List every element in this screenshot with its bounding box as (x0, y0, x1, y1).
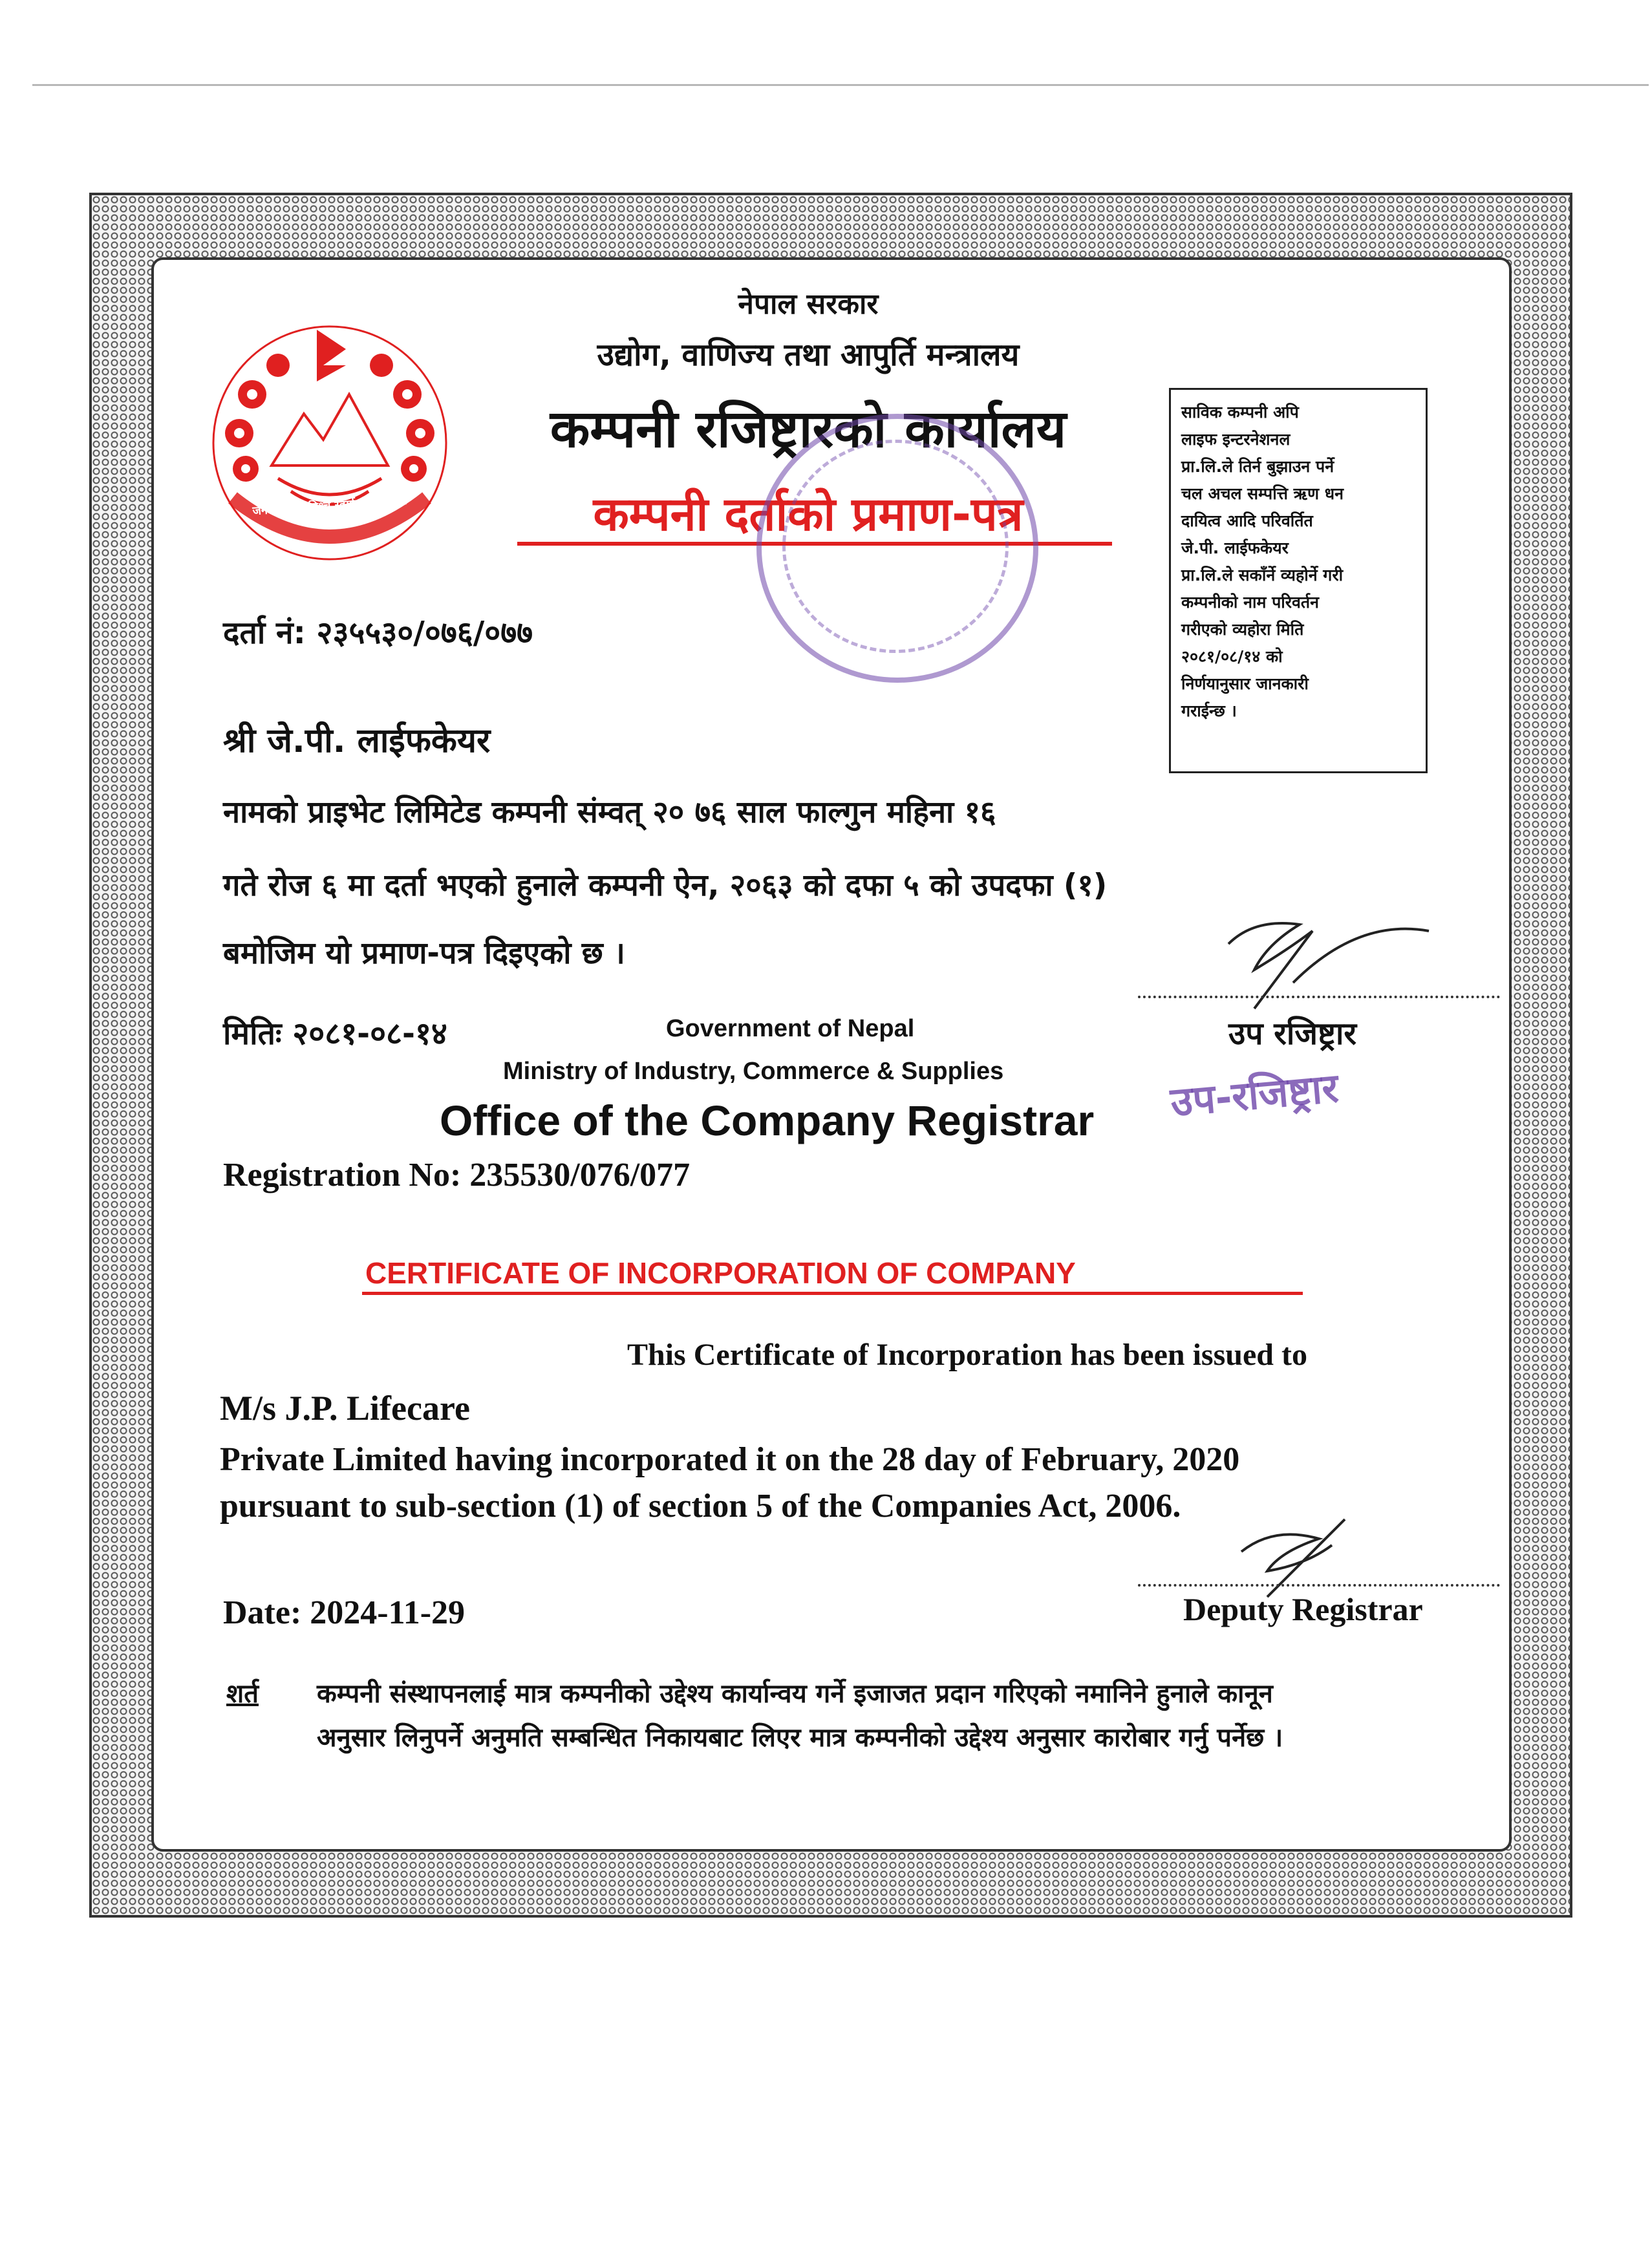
note-line: २०८१/०८/१४ को (1181, 647, 1283, 666)
gov-title-np: नेपाल सरकार (738, 288, 879, 321)
certificate-title-en-underline (362, 1292, 1303, 1295)
signature-line-np (1138, 996, 1500, 998)
ministry-title-np: उद्योग, वाणिज्य तथा आपुर्ति मन्त्रालय (597, 337, 1020, 373)
note-line: गराईन्छ । (1181, 701, 1237, 720)
note-line: साविक कम्पनी अपि (1181, 403, 1299, 422)
nepal-emblem-icon (194, 304, 466, 575)
office-title-np: कम्पनी रजिष्ट्रारको कार्यालय (550, 399, 1067, 459)
note-line: चल अचल सम्पत्ति ऋण धन (1181, 484, 1344, 503)
gov-title-en: Government of Nepal (666, 1015, 915, 1042)
signature-np (1216, 905, 1461, 1022)
date-en: Date: 2024-11-29 (223, 1594, 466, 1631)
date-np: मितिः २०८१-०८-१४ (223, 1016, 447, 1052)
office-title-en: Office of the Company Registrar (440, 1097, 1095, 1144)
signatory-seal-np: उप-रजिष्ट्रार (1168, 1064, 1340, 1126)
note-line: दायित्व आदि परिवर्तित (1181, 511, 1313, 530)
note-line: लाइफ इन्टरनेशनल (1181, 430, 1291, 449)
signatory-en: Deputy Registrar (1183, 1591, 1423, 1627)
certificate-title-np: कम्पनी दर्ताको प्रमाण-पत्र (593, 487, 1023, 541)
company-name-np: श्री जे.पी. लाईफकेयर (223, 722, 491, 760)
note-line: निर्णयानुसार जानकारी (1181, 674, 1309, 693)
note-line: गरीएको व्यहोरा मिति (1181, 620, 1304, 639)
registration-number-en: Registration No: 235530/076/077 (223, 1157, 691, 1193)
page-top-rule (32, 84, 1649, 86)
registration-number-np: दर्ता नं: २३५५३०/०७६/०७७ (223, 615, 533, 651)
body-line-3-en: pursuant to sub-section (1) of section 5 of the Companies Act, 2006. (220, 1488, 1181, 1524)
condition-label: शर्त (226, 1679, 259, 1709)
condition-line-2: अनुसार लिनुपर्ने अनुमति सम्बन्धित निकायबाट लिएर मात्र कम्पनीको उद्देश्य अनुसार कारोबार गर्नु पर्नेछ । (317, 1723, 1283, 1753)
office-stamp-ring (782, 440, 1009, 653)
ministry-title-en: Ministry of Industry, Commerce & Supplies (503, 1058, 1004, 1085)
signature-en (1228, 1513, 1435, 1603)
signatory-np: उप रजिष्ट्रार (1228, 1016, 1357, 1052)
note-line: जे.पी. लाईफकेयर (1181, 539, 1289, 557)
body-line-2-np: गते रोज ६ मा दर्ता भएको हुनाले कम्पनी ऐन, २०६३ को दफा ५ को उपदफा (१) (223, 868, 1108, 903)
body-line-1-np: नामको प्राइभेट लिमिटेड कम्पनी संम्वत् २० ७६ साल फाल्गुन महिना १६ (223, 795, 996, 830)
company-name-en: M/s J.P. Lifecare (220, 1389, 470, 1428)
signature-line-en (1138, 1584, 1500, 1587)
note-line: प्रा.लि.ले तिर्न बुझाउन पर्ने (1181, 457, 1334, 476)
note-line: प्रा.लि.ले सकाँर्ने व्यहोर्ने गरी (1181, 566, 1344, 584)
certificate-title-en: CERTIFICATE OF INCORPORATION OF COMPANY (365, 1256, 1076, 1290)
body-line-2-en: Private Limited having incorporated it on the 28 day of February, 2020 (220, 1441, 1240, 1478)
name-change-note (1169, 388, 1428, 773)
condition-line-1: कम्पनी संस्थापनलाई मात्र कम्पनीको उद्देश्य कार्यान्वय गर्ने इजाजत प्रदान गरिएको नमानिने हुनाले कानून (317, 1679, 1273, 1709)
note-line: कम्पनीको नाम परिवर्तन (1181, 593, 1320, 612)
issued-line-en: This Certificate of Incorporation has been issued to (627, 1338, 1307, 1372)
emblem-motto: जननी जन्मभूमिश्च स्वर्गादपि गरीयसी (252, 493, 408, 519)
body-line-3-np: बमोजिम यो प्रमाण-पत्र दिइएको छ । (223, 936, 625, 971)
